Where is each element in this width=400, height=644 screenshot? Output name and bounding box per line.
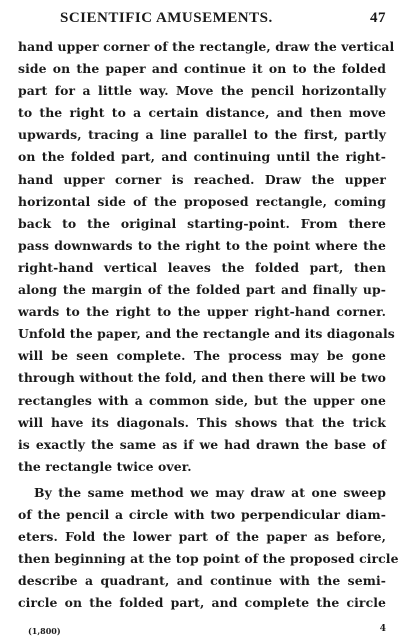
text-line: will have its diagonals. This shows that the trick [18,414,386,430]
text-line: along the margin of the folded part and finally up- [18,282,386,298]
text-line: then beginning at the top point of the proposed circle [18,551,399,567]
text-line: upwards, tracing a line parallel to the first, partly [18,127,386,143]
running-title: SCIENTIFIC AMUSEMENTS. [60,10,273,26]
text-line: through without the fold, and then there will be two [18,370,386,386]
text-line: circle on the folded part, and complete the circle [18,595,386,611]
text-line: pass downwards to the right to the point where the [18,237,386,253]
paragraph [18,482,399,615]
page-number: 47 [370,10,386,26]
text-line: the rectangle twice over. [18,458,192,474]
text-line: to the right to a certain distance, and then move [18,105,386,121]
page-footer [18,626,386,638]
paragraph [18,36,395,478]
text-line: side on the paper and continue it on to the folded [18,61,386,77]
text-line: is exactly the same as if we had drawn the base of [18,436,386,452]
text-line: on the folded part, and continuing until the right- [18,149,386,165]
text-line: horizontal side of the proposed rectangle, coming [18,193,386,209]
text-line: part for a little way. Move the pencil horizontally [18,83,386,99]
text-line: back to the original starting-point. From there [18,215,386,231]
text-line: Unfold the paper, and the rectangle and its diagonals [18,326,395,342]
text-line: of the pencil a circle with two perpendicular diam- [18,506,386,522]
text-line: hand upper corner of the rectangle, draw the vertical [18,39,395,54]
text-line: rectangles with a common side, but the upper one [18,392,386,408]
text-line: right-hand vertical leaves the folded part, then [18,259,386,275]
running-head [18,6,386,32]
signature-number: 4 [379,624,386,634]
text-line: wards to the right to the upper right-hand corner. [18,304,386,320]
text-line: By the same method we may draw at one sweep [34,484,386,500]
text-line: eters. Fold the lower part of the paper as before, [18,529,386,545]
book-page [18,6,399,638]
text-line: will be seen complete. The process may be gone [18,348,386,364]
text-line: describe a quadrant, and continue with the semi- [18,573,386,589]
signature-mark: (1,800) [28,626,61,636]
body-text [18,36,399,614]
text-line: hand upper corner is reached. Draw the upper [18,171,386,187]
